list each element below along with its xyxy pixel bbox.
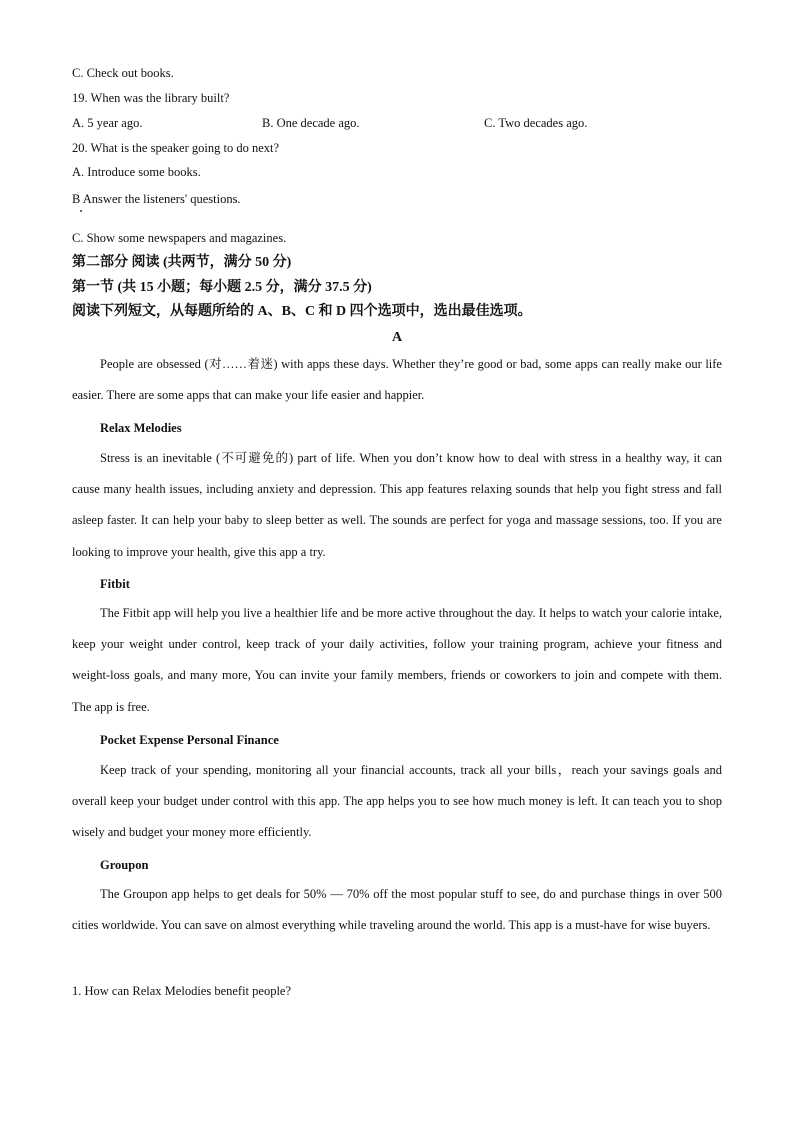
section-title: 第一节 (共 15 小题；每小题 2.5 分，满分 37.5 分) (72, 280, 372, 295)
q20-option-b: B Answer the listeners' questions. (72, 192, 241, 206)
q20-option-c: C. Show some newspapers and magazines. (72, 231, 287, 245)
app-desc-fitbit: The Fitbit app will help you live a healthier life and be more active throughout the day. It helps to watch your calorie intake, keep your weight under control, keep track of your daily activities, follow your training program, achieve your fitness and weight-loss goals, and many more, You can invite your family members, friends or coworkers to join and compete with them. The app is free. (72, 606, 722, 714)
q20-option-a: A. Introduce some books. (72, 165, 201, 179)
app-title-relax-melodies: Relax Melodies (100, 421, 182, 435)
q19-option-b: B. One decade ago. (262, 116, 360, 130)
stray-dot (80, 210, 82, 212)
q19-question: 19. When was the library built? (72, 91, 230, 105)
q19-option-c: C. Two decades ago. (484, 116, 588, 130)
instructions: 阅读下列短文，从每题所给的 A、B、C 和 D 四个选项中，选出最佳选项。 (72, 304, 532, 319)
q20-question: 20. What is the speaker going to do next? (72, 141, 280, 155)
app-title-pocket-expense: Pocket Expense Personal Finance (100, 733, 279, 747)
question-1: 1. How can Relax Melodies benefit people? (72, 984, 292, 998)
passage-label: A (391, 330, 403, 345)
q19-option-a: A. 5 year ago. (72, 116, 143, 130)
part-title: 第二部分 阅读 (共两节，满分 50 分) (72, 255, 292, 270)
app-title-fitbit: Fitbit (100, 577, 130, 591)
q18-option-c: C. Check out books. (72, 66, 174, 80)
app-desc-groupon: The Groupon app helps to get deals for 50% — 70% off the most popular stuff to see, do and purchase things in over 500 cities worldwide. You can save on almost everything while traveling around the world. This app is a must-have for wise buyers. (72, 887, 722, 933)
app-desc-relax-melodies: Stress is an inevitable (不可避免的) part of life. When you don’t know how to deal with stress in a healthy way, it can cause many health issues, including anxiety and depression. This app features relaxing sounds that help you fight stress and fall asleep faster. It can help your baby to sleep better as well. The sounds are perfect for yoga and massage sessions, too. If you are looking to improve your health, give this app a try. (72, 451, 722, 559)
app-desc-pocket-expense: Keep track of your spending, monitoring all your financial accounts, track all your bills，reach your savings goals and overall keep your budget under control with this app. The app helps you to see how much money is left. It can teach you to shop wisely and budget your money more efficiently. (72, 763, 722, 840)
app-title-groupon: Groupon (100, 858, 149, 872)
intro-paragraph: People are obsessed (对……着迷) with apps these days. Whether they’re good or bad, some apps can really make our life easier. There are some apps that can make your life easier and happier. (72, 357, 722, 403)
